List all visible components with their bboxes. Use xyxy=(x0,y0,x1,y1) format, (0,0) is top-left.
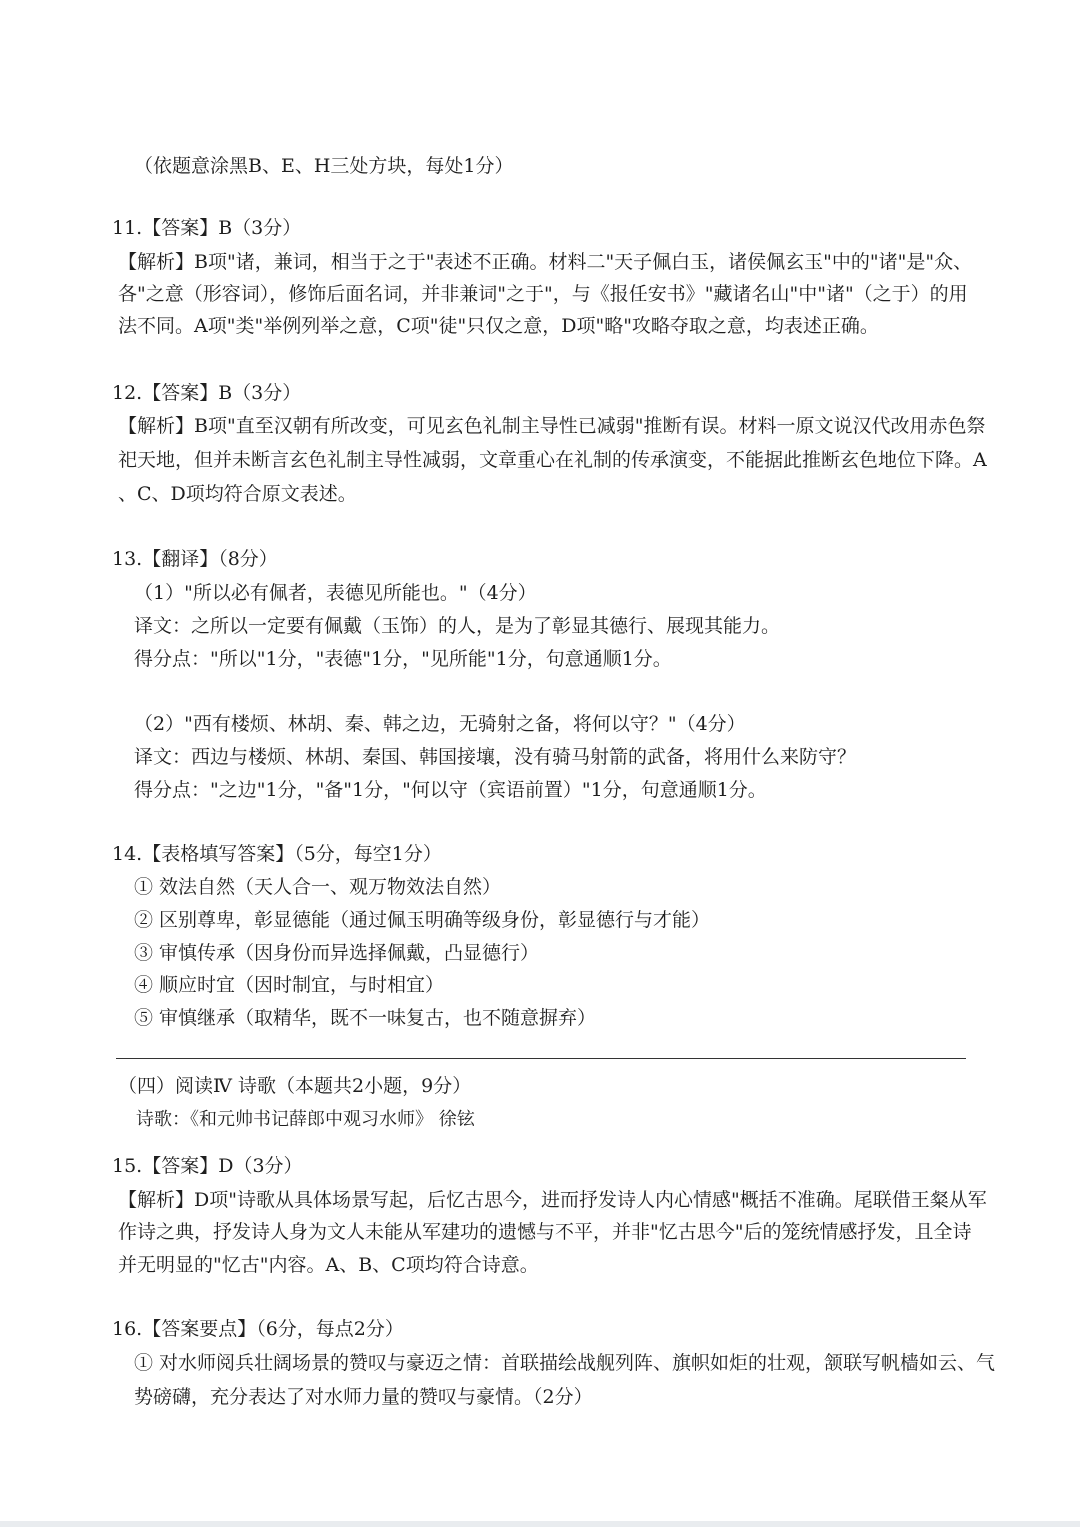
q15-heading: 15.【答案】D（3分） xyxy=(112,1155,303,1177)
q11-heading: 11.【答案】B（3分） xyxy=(112,217,302,239)
q14-item: ① 效法自然（天人合一、观万物效法自然） xyxy=(134,876,502,898)
q13-part1-scoring: 得分点："所以"1分，"表德"1分，"见所能"1分，句意通顺1分。 xyxy=(134,648,672,670)
section-divider xyxy=(116,1058,966,1059)
q16-point-line: 势磅礴，充分表达了对水师力量的赞叹与豪情。（2分） xyxy=(134,1386,593,1408)
page-bottom-edge xyxy=(0,1521,1080,1527)
q12-analysis-line: 、C、D项均符合原文表述。 xyxy=(118,483,357,505)
q15-analysis-line: 【解析】D项"诗歌从具体场景写起，后忆古思今，进而抒发诗人内心情感"概括不准确。尾联借王粲从军 xyxy=(118,1189,987,1211)
q12-analysis-line: 祀天地，但并未断言玄色礼制主导性减弱，文章重心在礼制的传承演变，不能据此推断玄色地位下降。A xyxy=(118,449,987,471)
q15-analysis-line: 作诗之典，抒发诗人身为文人未能从军建功的遗憾与不平，并非"忆古思今"后的笼统情感抒发，且全诗 xyxy=(118,1221,972,1243)
q14-item: ④ 顺应时宜（因时制宜，与时相宜） xyxy=(134,974,445,996)
q13-part1-translation: 译文：之所以一定要有佩戴（玉饰）的人，是为了彰显其德行、展现其能力。 xyxy=(134,615,781,637)
q14-item: ⑤ 审慎继承（取精华，既不一味复古，也不随意摒弃） xyxy=(134,1007,597,1029)
q11-analysis-line: 各"之意（形容词），修饰后面名词，并非兼词"之于"，与《报任安书》"藏诸名山"中"诸"（之于）的用 xyxy=(118,283,968,305)
q14-item: ② 区别尊卑，彰显德能（通过佩玉明确等级身份，彰显德行与才能） xyxy=(134,909,711,931)
q11-analysis-line: 【解析】B项"诸，兼词，相当于之于"表述不正确。材料二"天子佩白玉，诸侯佩玄玉"中的"诸"是"众、 xyxy=(118,251,973,273)
q12-analysis-line: 【解析】B项"直至汉朝有所改变，可见玄色礼制主导性已减弱"推断有误。材料一原文说汉代改用赤色祭 xyxy=(118,415,986,437)
q16-point-line: ① 对水师阅兵壮阔场景的赞叹与豪迈之情：首联描绘战舰列阵、旗帜如炬的壮观，颔联写帆樯如云、气 xyxy=(134,1352,996,1374)
q14-item: ③ 审慎传承（因身份而异选择佩戴，凸显德行） xyxy=(134,942,540,964)
q13-heading: 13.【翻译】（8分） xyxy=(112,548,278,570)
q16-heading: 16.【答案要点】（6分，每点2分） xyxy=(112,1318,404,1340)
q13-part2-translation: 译文：西边与楼烦、林胡、秦国、韩国接壤，没有骑马射箭的武备，将用什么来防守？ xyxy=(134,746,857,768)
q13-part1-question: （1）"所以必有佩者，表德见所能也。"（4分） xyxy=(134,582,537,604)
q13-part2-scoring: 得分点："之边"1分，"备"1分，"何以守（宾语前置）"1分，句意通顺1分。 xyxy=(134,779,767,801)
poem-title: 诗歌：《和元帅书记薛郎中观习水师》 徐铉 xyxy=(136,1109,475,1130)
q12-heading: 12.【答案】B（3分） xyxy=(112,382,302,404)
intro-note: （依题意涂黑B、E、H三处方块，每处1分） xyxy=(134,155,514,177)
q14-heading: 14.【表格填写答案】（5分，每空1分） xyxy=(112,843,442,865)
q11-analysis-line: 法不同。A项"类"举例列举之意，C项"徒"只仅之意，D项"略"攻略夺取之意，均表述正确。 xyxy=(118,315,879,337)
section4-title: （四）阅读Ⅳ 诗歌（本题共2小题，9分） xyxy=(118,1075,472,1097)
q15-analysis-line: 并无明显的"忆古"内容。A、B、C项均符合诗意。 xyxy=(118,1254,539,1276)
q13-part2-question: （2）"西有楼烦、林胡、秦、韩之边，无骑射之备，将何以守？"（4分） xyxy=(134,713,746,735)
